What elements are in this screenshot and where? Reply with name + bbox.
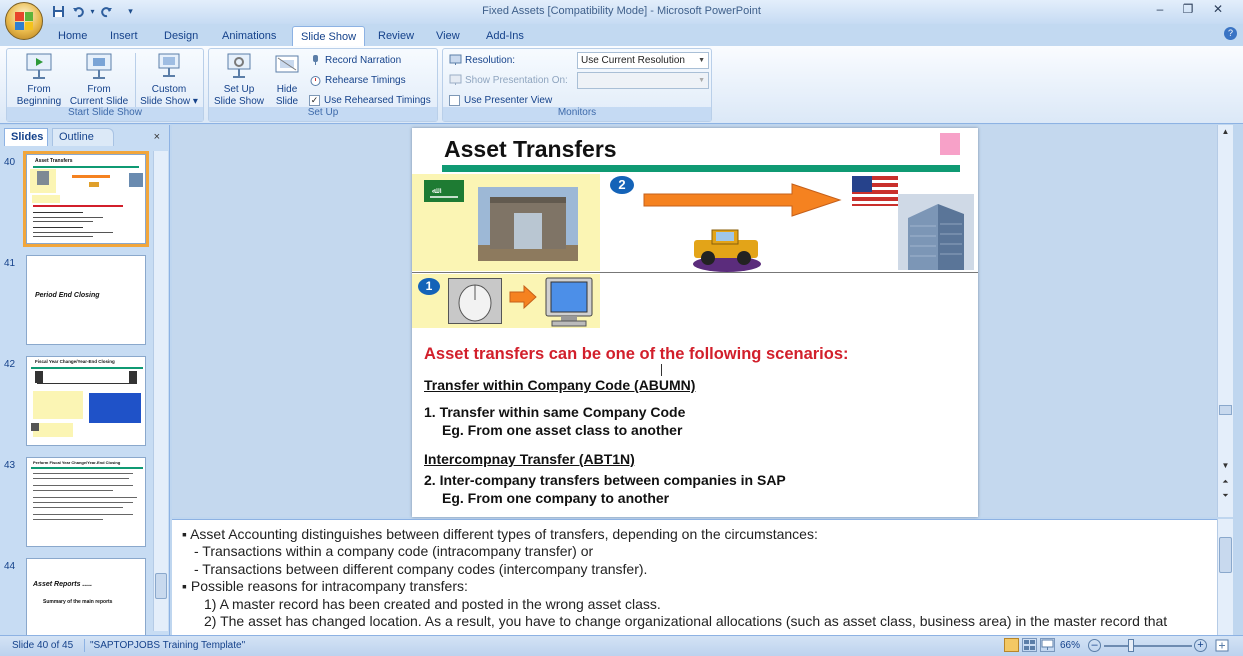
zoom-in-icon[interactable]: + [1194,639,1207,652]
zoom-out-icon[interactable]: – [1088,639,1101,652]
from-beginning-label: From Beginning [16,84,62,107]
resolution-label: Resolution: [465,55,516,66]
computer-monitor-icon [544,276,594,328]
tab-insert[interactable]: Insert [110,30,138,42]
svg-text:ﷲ: ﷲ [432,186,437,195]
hide-slide-button[interactable] [267,52,307,108]
zoom-slider-track[interactable] [1104,645,1192,647]
notes-line: - Transactions between different company codes (intercompany transfer). [194,561,648,577]
thumbnail-subtitle: Summary of the main reports [43,599,113,605]
slide-sorter-icon[interactable] [1022,638,1037,652]
stopwatch-icon [309,74,322,86]
rehearse-timings-label: Rehearse Timings [325,75,406,86]
skyscraper-image [898,194,974,270]
slide-canvas[interactable] [412,128,978,517]
slide-title[interactable]: Asset Transfers [444,136,617,162]
tab-home[interactable]: Home [58,30,88,42]
close-button[interactable]: ✕ [1212,2,1224,16]
monitor-icon [449,74,462,86]
rehearse-timings-button[interactable] [309,73,406,89]
item-1-line-1[interactable]: 1. Transfer within same Company Code [424,404,686,420]
zoom-level[interactable]: 66% [1060,640,1081,651]
ribbon [0,46,1243,124]
from-current-slide-button[interactable] [67,52,131,108]
tab-view[interactable]: View [436,30,460,42]
resolution-label-row [449,53,515,69]
chevron-down-icon: ▼ [698,57,705,64]
tab-slide-show[interactable]: Slide Show [292,26,365,46]
thumbnail-title: Asset Reports ..... [33,581,93,588]
status-bar [0,635,1243,656]
tab-animations[interactable]: Animations [222,30,277,42]
close-pane-icon[interactable]: × [153,131,160,143]
step-badge-1: 1 [418,278,440,295]
scrollbar-thumb[interactable] [1219,537,1232,573]
window-title: Fixed Assets [Compatibility Mode] - Microsoft PowerPoint [482,5,761,17]
previous-slide-icon[interactable]: ⏶ [1222,477,1229,486]
small-arrow-icon [508,284,538,310]
thumbnail-number: 40 [4,157,16,168]
tab-design[interactable]: Design [164,30,199,42]
custom-slide-show-label: Custom Slide Show ▾ [140,84,198,107]
set-up-slide-show-label: Set Up Slide Show [213,84,265,107]
presentation-screen-icon [85,52,113,80]
use-presenter-view-label: Use Presenter View [464,95,553,106]
from-current-slide-label: From Current Slide [69,84,129,107]
office-button[interactable] [5,2,43,40]
title-underline-bar [442,165,960,172]
save-icon[interactable] [50,3,67,20]
customize-quick-access-icon[interactable]: ▾ [128,6,133,16]
start-slide-show-group-label: Start Slide Show [7,107,203,121]
next-slide-icon[interactable]: ⏷ [1222,491,1229,500]
fit-to-window-icon[interactable] [1214,638,1230,653]
chevron-down-icon: ▼ [698,77,705,84]
set-up-group-label: Set Up [209,107,437,121]
slide-scrollbar[interactable] [1217,125,1233,517]
maximize-button[interactable]: ❐ [1182,2,1194,16]
divider-line [412,272,978,273]
title-bar [0,0,1243,24]
scrollbar-thumb[interactable] [155,573,167,599]
notes-line: - Transactions within a company code (intracompany transfer) or [194,543,594,559]
thumbnail-slide-42[interactable] [26,356,146,446]
use-presenter-view-check[interactable] [449,95,460,106]
use-rehearsed-timings-check[interactable]: ✓ [310,94,319,105]
notes-scrollbar[interactable] [1217,519,1233,635]
tab-outline[interactable]: Outline [52,128,114,146]
setup-show-icon [225,52,253,80]
scrollbar-thumb[interactable] [1219,405,1232,415]
thumbnail-title: Period End Closing [35,292,100,299]
notes-line: ▪ Possible reasons for intracompany transfers: [182,578,468,594]
monitors-group [442,48,712,122]
redo-icon[interactable] [98,3,115,20]
office-logo-icon [15,12,33,30]
thumbnail-number: 42 [4,359,16,370]
notes-line: 1) A master record has been created and posted in the wrong asset class. [204,596,661,612]
undo-dropdown-icon[interactable]: ▾ [90,7,95,16]
step-badge-2: 2 [610,176,634,194]
ribbon-tabs [0,24,1243,46]
record-narration-button[interactable] [309,53,401,69]
start-slide-show-group [6,48,204,122]
set-up-group [208,48,438,122]
office-building-image [478,187,578,261]
use-rehearsed-timings-label: Use Rehearsed Timings [324,95,431,106]
show-presentation-on-label: Show Presentation On: [465,75,568,86]
resolution-value: Use Current Resolution [581,55,685,66]
microphone-icon [309,54,322,66]
monitor-icon [449,54,462,66]
pickup-truck-icon [688,222,766,274]
thumbnail-title: Perform Fiscal Year Change/Year-End Closing [33,460,121,465]
thumbnail-number: 44 [4,561,16,572]
tab-slides[interactable]: Slides [4,128,48,146]
thumbnail-number: 41 [4,258,16,269]
item-2-line-1[interactable]: 2. Inter-company transfers between companies in SAP [424,472,786,488]
resolution-select[interactable] [577,52,709,69]
slides-pane [0,125,170,635]
show-presentation-on-select[interactable] [577,72,709,89]
scroll-down-icon[interactable]: ▼ [1221,461,1230,470]
hide-slide-icon [273,52,301,80]
show-presentation-on-label-row [449,73,568,89]
tab-review[interactable]: Review [378,30,415,42]
within-company-code-heading[interactable]: Transfer within Company Code (ABUMN) [424,377,696,393]
presentation-screen-icon [25,52,53,80]
tab-add-ins[interactable]: Add-Ins [486,30,524,42]
hide-slide-label: Hide Slide [275,84,299,107]
pane-tabs [4,128,166,146]
transfer-arrow-icon [642,180,842,220]
normal-view-icon[interactable] [1004,638,1019,652]
monitors-group-label: Monitors [443,107,711,121]
thumbnail-title: Asset Transfers [35,158,73,164]
scroll-up-icon[interactable]: ▲ [1221,127,1230,136]
us-flag-icon [852,176,898,206]
custom-slide-show-button[interactable] [137,52,201,108]
item-2-line-2[interactable]: Eg. From one company to another [442,490,670,506]
set-up-slide-show-button[interactable] [211,52,267,108]
scenarios-heading[interactable]: Asset transfers can be one of the following scenarios: [424,345,849,363]
zoom-slider-thumb[interactable] [1128,639,1134,652]
from-beginning-button[interactable] [11,52,67,108]
thumbnail-number: 43 [4,460,16,471]
slide-show-view-icon[interactable] [1040,638,1055,652]
slide-editing-area [172,125,1217,517]
mouse-icon [448,278,502,324]
pink-marker [940,133,960,155]
slides-pane-scrollbar[interactable] [153,151,168,631]
notes-line: ▪ Asset Accounting distinguishes between different types of transfers, depending on the circumstances: [182,526,818,542]
minimize-button[interactable]: – [1156,2,1164,16]
text-cursor-icon [661,364,662,376]
saudi-flag-icon [422,180,466,202]
notes-pane[interactable] [172,519,1217,635]
item-1-line-2[interactable]: Eg. From one asset class to another [442,422,683,438]
slide-counter: Slide 40 of 45 [12,640,74,651]
custom-show-icon [155,52,183,80]
help-icon[interactable]: ? [1224,27,1237,40]
notes-line: 2) The asset has changed location. As a result, you have to change organizational allocations (such as asset class, business area) in the master record that [204,613,1168,629]
template-name: "SAPTOPJOBS Training Template" [90,640,246,651]
thumbnail-slide-41[interactable] [26,255,146,345]
record-narration-label: Record Narration [325,55,402,66]
thumbnail-title: Fiscal Year Change/Year-End Closing [35,359,115,364]
intercompany-heading[interactable]: Intercompnay Transfer (ABT1N) [424,451,635,467]
thumbnail-slide-43[interactable] [26,457,146,547]
thumbnail-slide-40[interactable] [26,154,146,244]
